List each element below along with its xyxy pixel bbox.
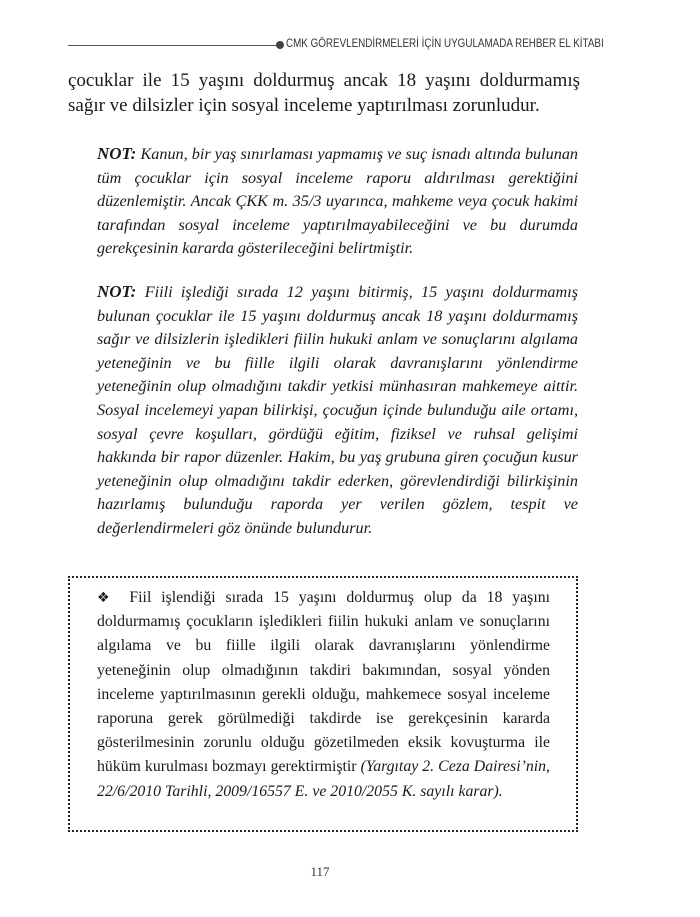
- diamond-bullet-icon: ❖: [97, 590, 116, 606]
- court-decision-box: [68, 576, 578, 832]
- note-text: Kanun, bir yaş sınırlaması yapmamış ve suç isnadı altında bulunan tüm çocuklar için sosyal inceleme raporu aldırılması gerektiğini düzenlemiştir. Ancak ÇKK m. 35/3 uyarınca, mahkeme veya çocuk hakimi tarafından sosyal inceleme yaptırılmayabileceğini ve bu durumda gerekçesinin kararda gösterileceğini belirtmiştir.: [97, 145, 579, 258]
- note-text: Fiili işlediği sırada 12 yaşını bitirmiş, 15 yaşını doldurmamış bulunan çocuklar ile 15 yaşını doldurmuş ancak 18 yaşını doldurmamış sağır ve dilsizlerin işledikleri fiilin hukuki anlam ve sonuçlarını algılama yeteneğinin ve bu fiille ilgili olarak davranışlarını yönlendirme yeteneğinin olup olmadığını takdir yetkisi münhasıran mahkemeye aittir. Sosyal incelemeyi yapan bilirkişi, çocuğun içinde bulunduğu aile ortamı, sosyal çevre koşulları, gördüğü eğitim, fiziksel ve ruhsal gelişimi hakkında bir rapor düzenler. Hakim, bu yaş grubuna giren çocuğun kusur yeteneğinin olup olmadığını takdir ederken, görevlendirdiği bilirkişinin hazırlamış bulunduğu raporda yer verilen gözlem, tespit ve değerlendirmeleri göz önünde bulundurur.: [97, 283, 578, 537]
- court-decision-citation: (Yargıtay 2. Ceza Dairesi’nin, 22/6/2010 Tarihli, 2009/16557 E. ve 2010/2055 K. sayılı karar).: [97, 758, 550, 800]
- header-bullet-icon: [276, 41, 284, 49]
- running-header-title: CMK GÖREVLENDİRMELERİ İÇİN UYGULAMADA REHBER EL KİTABI: [286, 36, 604, 50]
- intro-paragraph: çocuklar ile 15 yaşını doldurmuş ancak 18 yaşını doldurmamış sağır ve dilsizler için sosyal inceleme yaptırılması zorunludur.: [68, 70, 580, 116]
- running-header: [68, 36, 604, 56]
- court-decision-text: Fiil işlendiği sırada 15 yaşını doldurmuş olup da 18 yaşını doldurmamış çocukların işledikleri fiilin hukuki anlam ve sonuçlarını algılama ve bu fiille ilgili olarak davranışlarını yönlendirme yeteneğinin olup olmadığının takdiri bakımından, sosyal yönden inceleme yaptırılmasının gerekli olduğu, mahkemece sosyal inceleme raporuna gerek görülmediği takdirde ise gerekçesinin kararda gösterilmesinin zorunlu olduğu gözetilmeden eksik kovuşturma ile hüküm kurulması bozmayı gerektirmiştir: [97, 589, 550, 776]
- note-paragraph-2: [97, 280, 578, 541]
- note-label: NOT:: [97, 144, 137, 163]
- note-label: NOT:: [97, 282, 137, 301]
- header-rule: [68, 45, 278, 46]
- note-paragraph-1: [97, 142, 578, 261]
- page-number: 117: [310, 864, 330, 879]
